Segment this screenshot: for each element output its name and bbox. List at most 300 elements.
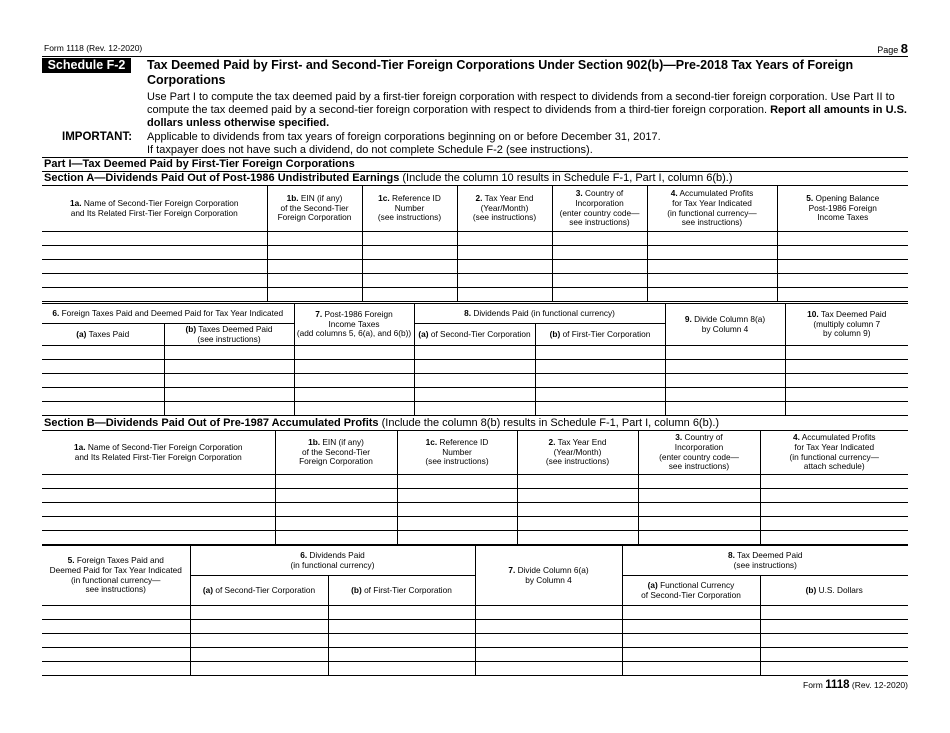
sectionA-col-9-header [665, 304, 785, 346]
col-text: by Column 4 [701, 323, 749, 334]
sectionB-col-1a-header [42, 431, 275, 475]
entry-cell[interactable] [42, 662, 190, 676]
entry-cell[interactable] [647, 260, 777, 274]
col-text: (Year/Month) [480, 202, 529, 213]
col-text: Reference ID [437, 437, 489, 448]
important-line1: Applicable to dividends from tax years of foreign corporations beginning on or before December 31, 2017. [147, 131, 661, 143]
col-num: (b) [351, 584, 362, 595]
col-text: Taxes Paid [86, 328, 130, 339]
col-text: for Tax Year Indicated [794, 441, 875, 452]
sectionA-title-bold: Section A—Dividends Paid Out of Post-1986 Undistributed Earnings [44, 172, 400, 184]
table-row [42, 489, 908, 503]
entry-cell[interactable] [622, 634, 760, 648]
col-text: see instructions) [85, 584, 146, 595]
sectionB-table1 [42, 430, 908, 545]
col-num: 4. [792, 432, 800, 443]
entry-cell[interactable] [535, 346, 665, 360]
intro-line2-bold: Report all amounts in U.S. [770, 104, 907, 116]
col-text: (in functional currency— [71, 574, 161, 585]
col-text: for Tax Year Indicated [672, 197, 752, 208]
entry-cell[interactable] [164, 388, 294, 402]
entry-cell[interactable] [457, 288, 552, 302]
col-text: Number [394, 202, 425, 213]
col-text: (see instructions) [545, 456, 610, 467]
entry-cell[interactable] [785, 374, 908, 388]
sectionA-table1 [42, 185, 908, 302]
entry-cell[interactable] [328, 648, 475, 662]
sectionA-col-7-header [294, 304, 414, 346]
entry-cell[interactable] [475, 662, 622, 676]
entry-cell[interactable] [475, 606, 622, 620]
entry-cell[interactable] [777, 232, 908, 246]
sectionA-col-8a-header [414, 324, 535, 346]
col-text: (Year/Month) [553, 446, 602, 457]
col-text: Functional Currency [657, 579, 735, 590]
col-num: 10. [807, 309, 819, 320]
entry-cell[interactable] [760, 620, 908, 634]
entry-cell[interactable] [647, 232, 777, 246]
sectionA-col-6a-header [42, 324, 164, 346]
col-text: (multiply column 7 [813, 318, 881, 329]
table-row [42, 531, 908, 545]
entry-cell[interactable] [164, 374, 294, 388]
col-text: see instructions) [681, 217, 743, 228]
sectionB-title-bold: Section B—Dividends Paid Out of Pre-1987 Accumulated Profits [44, 417, 379, 429]
entry-cell[interactable] [42, 620, 190, 634]
entry-cell[interactable] [457, 246, 552, 260]
entry-cell[interactable] [665, 402, 785, 416]
col-text: (see instructions) [377, 212, 442, 223]
entry-cell[interactable] [328, 620, 475, 634]
entry-cell[interactable] [517, 489, 638, 503]
col-num: 6. [300, 549, 308, 560]
col-text: Opening Balance [813, 193, 880, 204]
col-text: Deemed Paid for Tax Year Indicated [49, 564, 182, 575]
col-text: see instructions) [569, 217, 630, 228]
col-num: 3. [675, 432, 683, 443]
entry-cell[interactable] [190, 648, 328, 662]
entry-cell[interactable] [414, 388, 535, 402]
col-num: (a) [202, 584, 214, 595]
entry-cell[interactable] [397, 517, 517, 531]
entry-cell[interactable] [535, 374, 665, 388]
table-row [42, 648, 908, 662]
entry-cell[interactable] [517, 475, 638, 489]
entry-cell[interactable] [294, 402, 414, 416]
col-num: 1b. [286, 193, 299, 204]
col-text: Reference ID [389, 193, 441, 204]
important-text [147, 131, 887, 157]
sectionB-title [44, 417, 719, 430]
footer-rule [42, 675, 908, 676]
entry-cell[interactable] [42, 634, 190, 648]
entry-cell[interactable] [414, 346, 535, 360]
col-text: and Its Related First-Tier Foreign Corporation [70, 207, 238, 218]
entry-cell[interactable] [267, 232, 362, 246]
col-num: (a) [647, 579, 658, 590]
col-text: (in functional currency) [290, 559, 375, 570]
sectionA-title-rest: (Include the column 10 results in Schedule F-1, Part I, column 6(b).) [399, 172, 733, 184]
table-row [42, 374, 908, 388]
col-num: 2. [548, 437, 556, 448]
sectionB-col-6b-header [328, 576, 475, 606]
col-text: EIN (if any) [298, 193, 343, 204]
col-text: Divide Column 8(a) [691, 313, 766, 324]
entry-cell[interactable] [414, 360, 535, 374]
entry-cell[interactable] [328, 634, 475, 648]
page-label: Page [877, 45, 899, 55]
entry-cell[interactable] [517, 503, 638, 517]
entry-cell[interactable] [760, 489, 908, 503]
entry-cell[interactable] [42, 288, 267, 302]
footer-form-number: 1118 [825, 679, 850, 691]
entry-cell[interactable] [42, 246, 267, 260]
entry-cell[interactable] [275, 517, 397, 531]
col-text: Income Taxes [328, 318, 380, 329]
entry-cell[interactable] [535, 402, 665, 416]
entry-cell[interactable] [190, 634, 328, 648]
entry-cell[interactable] [622, 620, 760, 634]
entry-cell[interactable] [414, 402, 535, 416]
table-row [42, 606, 908, 620]
entry-cell[interactable] [760, 475, 908, 489]
col-text: Tax Deemed Paid [818, 309, 887, 320]
col-text: (see instructions) [197, 333, 261, 344]
sectionA-col-3-header [552, 186, 647, 232]
col-num: (a) [418, 328, 429, 339]
entry-cell[interactable] [42, 388, 164, 402]
col-text: Country of [582, 188, 624, 199]
sectionB-col-6a-header [190, 576, 328, 606]
col-num: 8. [464, 307, 472, 318]
entry-cell[interactable] [785, 388, 908, 402]
entry-cell[interactable] [362, 260, 457, 274]
table-row [42, 662, 908, 676]
sectionB-title-rest: (Include the column 8(b) results in Schedule F-1, Part I, column 6(b).) [378, 417, 720, 429]
entry-cell[interactable] [42, 346, 164, 360]
entry-cell[interactable] [275, 489, 397, 503]
col-text: Foreign Taxes Paid and [74, 555, 164, 566]
entry-cell[interactable] [638, 517, 760, 531]
entry-cell[interactable] [267, 274, 362, 288]
sectionA-col-8b-header [535, 324, 665, 346]
entry-cell[interactable] [294, 388, 414, 402]
entry-cell[interactable] [397, 531, 517, 545]
col-text: by Column 4 [525, 574, 572, 585]
entry-cell[interactable] [328, 662, 475, 676]
entry-cell[interactable] [638, 489, 760, 503]
col-num: 1a. [70, 197, 82, 208]
entry-cell[interactable] [362, 288, 457, 302]
table-row [42, 503, 908, 517]
col-text: Incorporation [674, 441, 724, 452]
col-text: (in functional currency— [667, 207, 757, 218]
sectionB-col-8b-header [760, 576, 908, 606]
entry-cell[interactable] [647, 288, 777, 302]
entry-cell[interactable] [267, 260, 362, 274]
col-text: (see instructions) [733, 559, 797, 570]
entry-cell[interactable] [190, 606, 328, 620]
col-text: Country of [682, 432, 723, 443]
page-number-header [877, 41, 908, 56]
table-row [42, 517, 908, 531]
entry-cell[interactable] [777, 274, 908, 288]
entry-cell[interactable] [760, 517, 908, 531]
col-text: Name of Second-Tier Foreign Corporation [85, 441, 243, 452]
entry-cell[interactable] [190, 662, 328, 676]
entry-cell[interactable] [665, 388, 785, 402]
col-num: 1b. [308, 437, 321, 448]
entry-cell[interactable] [535, 388, 665, 402]
entry-cell[interactable] [267, 288, 362, 302]
entry-cell[interactable] [647, 274, 777, 288]
entry-cell[interactable] [552, 232, 647, 246]
entry-cell[interactable] [164, 346, 294, 360]
entry-cell[interactable] [475, 634, 622, 648]
entry-cell[interactable] [414, 374, 535, 388]
entry-cell[interactable] [190, 620, 328, 634]
entry-cell[interactable] [622, 648, 760, 662]
col-text: of First-Tier Corporation [560, 328, 651, 339]
col-text: Foreign Corporation [299, 456, 373, 467]
schedule-title-line1: Tax Deemed Paid by First- and Second-Tier Foreign Corporations Under Section 902(b)—Pre-2018 Tax Years of Foreign [147, 58, 854, 72]
entry-cell[interactable] [42, 232, 267, 246]
entry-cell[interactable] [760, 606, 908, 620]
sectionB-col-7-header [475, 546, 622, 606]
entry-cell[interactable] [535, 360, 665, 374]
part1-title: Part I—Tax Deemed Paid by First-Tier Foreign Corporations [44, 158, 355, 170]
col-text: of the Second-Tier [302, 446, 370, 457]
col-text: see instructions) [668, 461, 730, 472]
entry-cell[interactable] [517, 531, 638, 545]
entry-cell[interactable] [275, 503, 397, 517]
col-text: Post-1986 Foreign [322, 309, 393, 320]
col-num: 9. [684, 313, 692, 324]
entry-cell[interactable] [267, 246, 362, 260]
sectionB-table1-header [42, 431, 908, 475]
sectionA-title [44, 172, 733, 185]
entry-cell[interactable] [42, 274, 267, 288]
entry-cell[interactable] [457, 260, 552, 274]
col-num: 8. [727, 549, 735, 560]
important-label: IMPORTANT: [62, 131, 133, 143]
col-text: of Second-Tier Corporation [428, 328, 531, 339]
sectionB-col-8a-header [622, 576, 760, 606]
col-text: of Second-Tier Corporation [213, 584, 316, 595]
col-text: (see instructions) [425, 456, 489, 467]
entry-cell[interactable] [638, 475, 760, 489]
col-text: of Second-Tier Corporation [641, 589, 741, 600]
col-text: Tax Deemed Paid [734, 549, 803, 560]
entry-cell[interactable] [760, 531, 908, 545]
sectionB-table2-header-row1 [42, 546, 908, 576]
sectionA-col-1a-header [42, 186, 267, 232]
sectionA-col-8-header [414, 304, 665, 324]
col-text: Number [442, 446, 472, 457]
col-num: (b) [805, 584, 817, 595]
entry-cell[interactable] [777, 260, 908, 274]
footer-rev: (Rev. 12-2020) [849, 680, 908, 690]
header-rule [42, 56, 908, 57]
sectionA-col-6b-header [164, 324, 294, 346]
col-text: U.S. Dollars [816, 584, 863, 595]
sectionB-col-1b-header [275, 431, 397, 475]
col-text: Incorporation [575, 197, 624, 208]
entry-cell[interactable] [294, 360, 414, 374]
page-number: 8 [900, 41, 908, 56]
sectionB-table2 [42, 545, 908, 676]
col-text: Post-1986 Foreign [808, 202, 877, 213]
entry-cell[interactable] [760, 662, 908, 676]
entry-cell[interactable] [42, 503, 275, 517]
form-id-header: Form 1118 (Rev. 12-2020) [44, 43, 143, 53]
sectionA-col-2-header [457, 186, 552, 232]
entry-cell[interactable] [42, 260, 267, 274]
table-row [42, 402, 908, 416]
entry-cell[interactable] [42, 374, 164, 388]
entry-cell[interactable] [665, 346, 785, 360]
entry-cell[interactable] [362, 232, 457, 246]
entry-cell[interactable] [294, 346, 414, 360]
col-text: Divide Column 6(a) [515, 564, 589, 575]
table-row [42, 346, 908, 360]
sectionB-col-6-header [190, 546, 475, 576]
entry-cell[interactable] [760, 503, 908, 517]
entry-cell[interactable] [42, 360, 164, 374]
col-text: Foreign Corporation [277, 212, 352, 223]
entry-cell[interactable] [397, 475, 517, 489]
sectionB-col-8-header [622, 546, 908, 576]
col-text: attach schedule) [803, 461, 865, 472]
entry-cell[interactable] [294, 374, 414, 388]
entry-cell[interactable] [552, 274, 647, 288]
col-num: 1c. [425, 437, 438, 448]
entry-cell[interactable] [622, 662, 760, 676]
entry-cell[interactable] [328, 606, 475, 620]
sectionA-col-10-header [785, 304, 908, 346]
sectionA-col-1c-header [362, 186, 457, 232]
intro-line2 [147, 104, 912, 117]
entry-cell[interactable] [42, 517, 275, 531]
entry-cell[interactable] [552, 246, 647, 260]
entry-cell[interactable] [275, 531, 397, 545]
entry-cell[interactable] [777, 288, 908, 302]
col-text: Tax Year End [555, 437, 607, 448]
col-num: 3. [575, 188, 583, 199]
entry-cell[interactable] [42, 648, 190, 662]
entry-cell[interactable] [785, 360, 908, 374]
col-text: (in functional currency— [789, 451, 879, 462]
entry-cell[interactable] [164, 360, 294, 374]
entry-cell[interactable] [665, 360, 785, 374]
entry-cell[interactable] [42, 402, 164, 416]
table-row [42, 274, 908, 288]
entry-cell[interactable] [42, 475, 275, 489]
col-text: (enter country code— [559, 207, 640, 218]
col-text: by column 9) [823, 328, 871, 339]
entry-cell[interactable] [457, 274, 552, 288]
entry-cell[interactable] [638, 531, 760, 545]
intro-line2-text: compute the tax deemed paid by a second-tier foreign corporation with respect to dividends from a third-tier foreign corporation. [147, 104, 767, 116]
col-num: 7. [508, 564, 516, 575]
intro-line1: Use Part I to compute the tax deemed paid by a first-tier foreign corporation with respect to dividends from a second-tier foreign corporation. Use Part II to [147, 91, 895, 103]
entry-cell[interactable] [622, 606, 760, 620]
entry-cell[interactable] [665, 374, 785, 388]
col-text: Dividends Paid (in functional currency) [471, 307, 615, 318]
intro-line3 [147, 117, 912, 130]
col-text: Foreign Taxes Paid and Deemed Paid for Tax Year Indicated [59, 307, 284, 318]
entry-cell[interactable] [638, 503, 760, 517]
table-row [42, 475, 908, 489]
sectionB-col-1c-header [397, 431, 517, 475]
col-num: (a) [76, 328, 87, 339]
col-text: (enter country code— [659, 451, 739, 462]
intro-paragraph [147, 91, 912, 130]
col-text: Income Taxes [817, 212, 869, 223]
col-num: 1c. [378, 193, 390, 204]
entry-cell[interactable] [42, 531, 275, 545]
entry-cell[interactable] [517, 517, 638, 531]
entry-cell[interactable] [397, 489, 517, 503]
entry-cell[interactable] [760, 634, 908, 648]
sectionA-col-5-header [777, 186, 908, 232]
col-text: Dividends Paid [307, 549, 365, 560]
footer-prefix: Form [803, 680, 823, 690]
sectionA-table2 [42, 303, 908, 416]
sectionB-col-5-header [42, 546, 190, 606]
entry-cell[interactable] [552, 288, 647, 302]
table-row [42, 388, 908, 402]
entry-cell[interactable] [362, 274, 457, 288]
entry-cell[interactable] [552, 260, 647, 274]
entry-cell[interactable] [777, 246, 908, 260]
col-num: 5. [67, 555, 75, 566]
entry-cell[interactable] [647, 246, 777, 260]
col-num: 1a. [74, 441, 86, 452]
sectionA-col-6-header [42, 304, 294, 324]
footer-form-id [803, 679, 908, 691]
col-num: 6. [52, 307, 60, 318]
col-text: Accumulated Profits [677, 188, 754, 199]
col-num: 2. [475, 193, 483, 204]
important-line2: If taxpayer does not have such a dividend, do not complete Schedule F-2 (see instructions). [147, 144, 593, 156]
entry-cell[interactable] [785, 346, 908, 360]
col-text: of First-Tier Corporation [361, 584, 452, 595]
entry-cell[interactable] [275, 475, 397, 489]
col-text: Name of Second-Tier Foreign Corporation [81, 197, 239, 208]
sectionA-col-4-header [647, 186, 777, 232]
entry-cell[interactable] [760, 648, 908, 662]
entry-cell[interactable] [397, 503, 517, 517]
col-num: (b) [185, 323, 197, 334]
sectionB-col-3-header [638, 431, 760, 475]
sectionB-col-4-header [760, 431, 908, 475]
sectionA-table2-header-row1 [42, 304, 908, 324]
entry-cell[interactable] [475, 648, 622, 662]
intro-line3-bold: dollars unless otherwise specified. [147, 117, 330, 129]
entry-cell[interactable] [457, 232, 552, 246]
entry-cell[interactable] [785, 402, 908, 416]
entry-cell[interactable] [42, 489, 275, 503]
table-row [42, 634, 908, 648]
entry-cell[interactable] [362, 246, 457, 260]
entry-cell[interactable] [42, 606, 190, 620]
entry-cell[interactable] [475, 620, 622, 634]
table-row [42, 260, 908, 274]
entry-cell[interactable] [164, 402, 294, 416]
col-num: 7. [315, 309, 323, 320]
col-text: of the Second-Tier [280, 202, 349, 213]
